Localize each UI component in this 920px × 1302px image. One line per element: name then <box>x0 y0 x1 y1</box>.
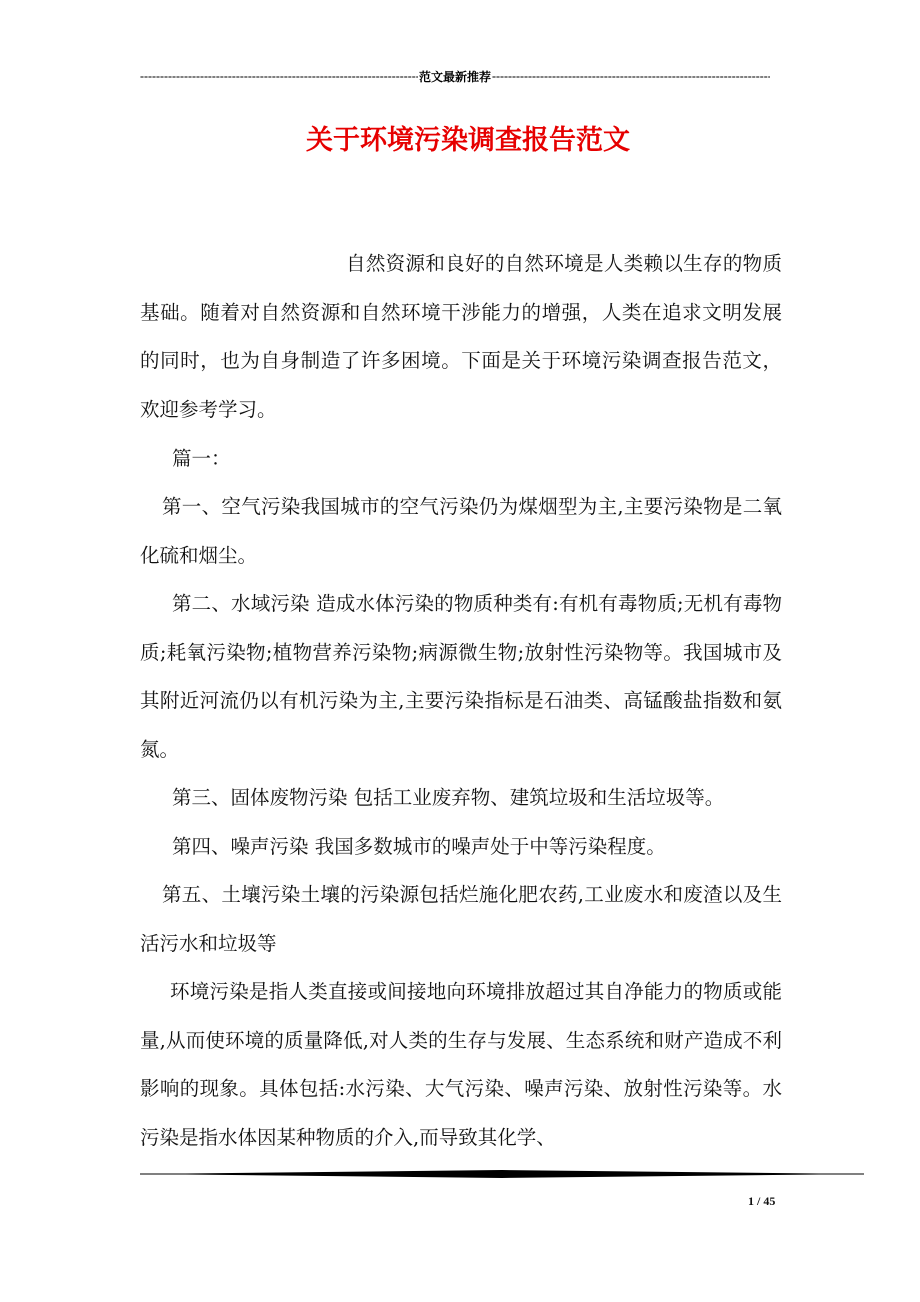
header-dashes-right <box>492 69 770 84</box>
footer-rule <box>140 1170 864 1178</box>
paragraph-air-pollution: 第一、空气污染我国城市的空气污染仍为煤烟型为主,主要污染物是二氧化硫和烟尘。 <box>140 495 782 567</box>
paragraph-definition: 环境污染是指人类直接或间接地向环境排放超过其自净能力的物质或能量,从而使环境的质量降低,对人类的生存与发展、生态系统和财产造成不利影响的现象。具体包括:水污染、大气污染、噪声污染、放射性污染等。水污染是指水体因某种物质的介入,而导致其化学、 <box>140 980 782 1149</box>
paragraph-solid-waste: 第三、固体废物污染 包括工业废弃物、建筑垃圾和生活垃圾等。 <box>172 786 725 809</box>
paragraph-soil: 第五、土壤污染土壤的污染源包括烂施化肥农药,工业废水和废渣以及生活污水和垃圾等 <box>140 883 782 955</box>
page-header <box>140 68 770 85</box>
header-label: 范文最新推荐 <box>419 70 492 84</box>
intro-paragraph: 自然资源和良好的自然环境是人类赖以生存的物质基础。随着对自然资源和自然环境干涉能力的增强，人类在追求文明发展的同时，也为自身制造了许多困境。下面是关于环境污染调查报告范文，欢迎参考学习。 <box>140 252 782 421</box>
document-title: 关于环境污染调查报告范文 <box>306 125 630 156</box>
document-body <box>140 240 782 1162</box>
paragraph-water-pollution: 第二、水域污染 造成水体污染的物质种类有:有机有毒物质;无机有毒物质;耗氧污染物;植物营养污染物;病源微生物;放射性污染物等。我国城市及其附近河流仍以有机污染为主,主要污染指标是石油类、高锰酸盐指数和氨氮。 <box>140 592 782 761</box>
section-heading: 篇一： <box>172 446 231 470</box>
header-dashes-left <box>140 69 418 84</box>
paragraph-noise: 第四、噪声污染 我国多数城市的噪声处于中等污染程度。 <box>172 834 666 858</box>
page-number: 1 / 45 <box>748 1194 776 1208</box>
